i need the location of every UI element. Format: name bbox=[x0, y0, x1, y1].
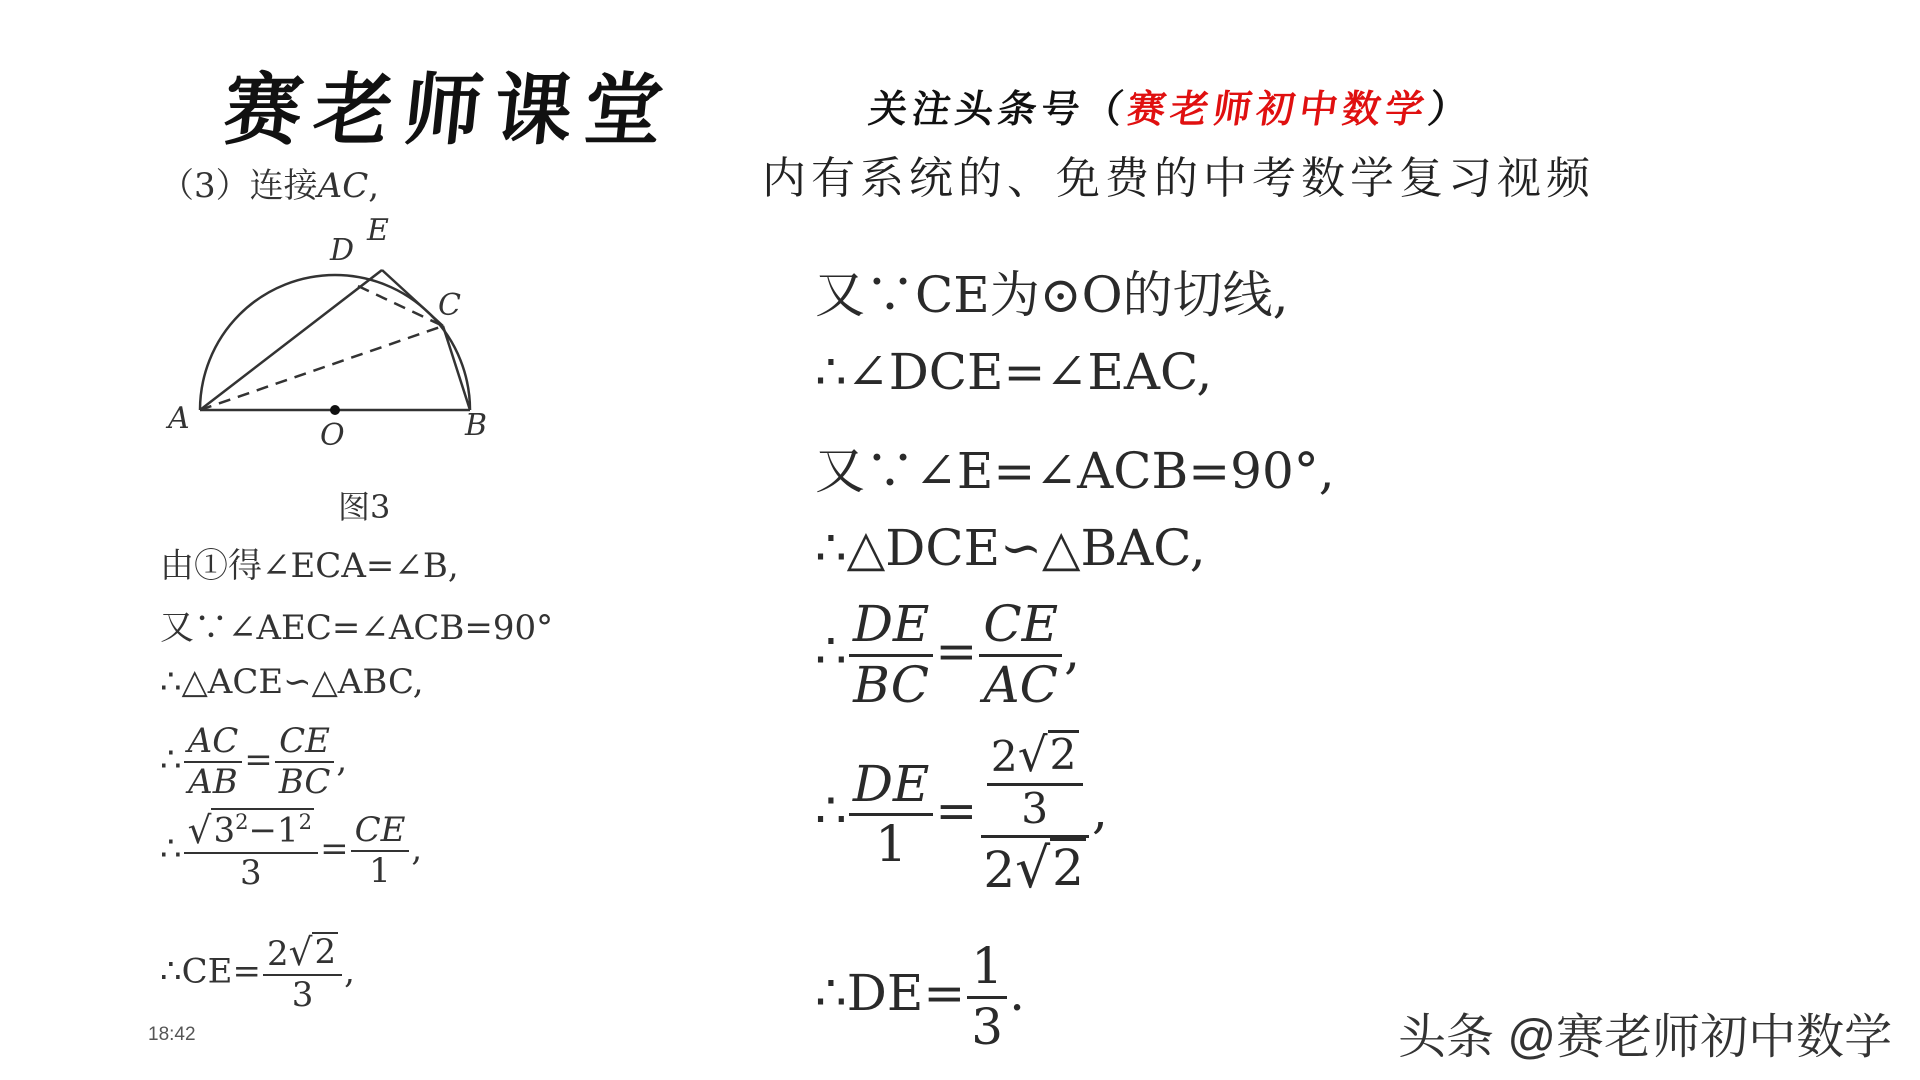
left-line-5-prefix: ∴ bbox=[160, 828, 182, 869]
left-line-4-eq: = bbox=[244, 740, 273, 781]
tagline: 内有系统的、免费的中考数学复习视频 bbox=[762, 153, 1595, 204]
label-o: O bbox=[320, 418, 345, 453]
right-line-4: ∴△DCE∽△BAC, bbox=[815, 519, 1206, 577]
label-d: D bbox=[330, 233, 355, 268]
left-line-5-tail: , bbox=[411, 828, 423, 869]
complex-frac-numerator bbox=[981, 730, 1089, 838]
frac-denominator: 3 bbox=[291, 975, 314, 1016]
frac-denominator: AC bbox=[983, 655, 1058, 714]
timestamp: 18:42 bbox=[148, 1024, 196, 1045]
right-line-1: 又∵CE为⊙O的切线, bbox=[815, 266, 1289, 324]
left-line-4-frac-1 bbox=[184, 722, 243, 802]
brand-title: 赛老师课堂 bbox=[219, 65, 680, 156]
right-line-7 bbox=[815, 938, 1025, 1056]
frac-numerator bbox=[184, 808, 318, 854]
right-line-5-frac-2 bbox=[979, 596, 1062, 714]
coefficient: 2 bbox=[990, 733, 1018, 782]
coefficient: 2 bbox=[266, 933, 289, 974]
sqrt-expression bbox=[288, 929, 338, 974]
label-e: E bbox=[367, 213, 389, 248]
left-line-2: 又∵∠AEC=∠ACB=90° bbox=[160, 608, 554, 648]
exponent: 2 bbox=[235, 809, 249, 834]
right-line-3: 又∵∠E=∠ACB=90°, bbox=[815, 442, 1335, 500]
exponent: 2 bbox=[298, 809, 313, 834]
frac-numerator bbox=[263, 929, 342, 976]
radical-sign: √ bbox=[1015, 835, 1051, 900]
frac-denominator: 3 bbox=[1021, 784, 1049, 834]
follow-notice bbox=[866, 78, 1476, 133]
radicand: 2 bbox=[314, 932, 337, 972]
label-a: A bbox=[168, 401, 190, 436]
right-line-5-prefix: ∴ bbox=[815, 622, 847, 680]
frac-numerator bbox=[987, 730, 1083, 786]
frac-numerator: DE bbox=[849, 756, 934, 817]
right-line-6 bbox=[815, 730, 1108, 899]
frac-denominator: 3 bbox=[240, 853, 262, 894]
left-line-6-prefix: ∴CE= bbox=[160, 951, 261, 992]
frac-numerator: AC bbox=[184, 722, 243, 763]
radicand: 2 bbox=[1052, 838, 1084, 897]
follow-prefix: 关注头条号（ bbox=[866, 86, 1131, 131]
part-label-text: （3）连接 bbox=[160, 166, 318, 206]
right-line-6-frac-1 bbox=[849, 756, 934, 874]
right-line-6-tail: , bbox=[1091, 781, 1108, 840]
frac-denominator: 1 bbox=[875, 815, 908, 874]
right-line-5-tail: , bbox=[1064, 622, 1080, 680]
frac-denominator: 1 bbox=[369, 850, 391, 891]
left-line-4-tail: , bbox=[336, 740, 348, 781]
segment-cb bbox=[443, 326, 470, 410]
center-o-point bbox=[330, 405, 340, 415]
frac-denominator: AB bbox=[188, 762, 238, 803]
part-tail: , bbox=[368, 166, 380, 206]
sqrt-expression bbox=[187, 808, 314, 853]
figure-caption: 图3 bbox=[338, 488, 391, 526]
left-line-6-tail: , bbox=[344, 951, 355, 992]
right-line-7-tail: . bbox=[1009, 964, 1026, 1022]
radicand-minus: −1 bbox=[248, 810, 299, 851]
radical-sign: √ bbox=[288, 929, 313, 974]
left-line-1: 由①得∠ECA=∠B, bbox=[160, 546, 459, 586]
left-line-6 bbox=[160, 929, 355, 1016]
right-line-2: ∴∠DCE=∠EAC, bbox=[815, 343, 1213, 401]
left-line-3: ∴△ACE∽△ABC, bbox=[160, 662, 424, 702]
follow-account: 赛老师初中数学 bbox=[1124, 86, 1432, 131]
radical-sign: √ bbox=[1017, 729, 1048, 783]
radical-sign: √ bbox=[187, 808, 212, 853]
right-line-5 bbox=[815, 596, 1080, 714]
frac-numerator: CE bbox=[979, 596, 1062, 657]
semicircle-arc bbox=[200, 275, 470, 410]
label-c: C bbox=[438, 288, 461, 323]
left-line-5-frac-1 bbox=[184, 808, 318, 894]
frac-numerator: CE bbox=[351, 811, 410, 852]
frac-denominator: BC bbox=[278, 762, 331, 803]
sqrt-expression bbox=[1015, 835, 1086, 900]
segment-ac-dashed bbox=[200, 326, 443, 410]
right-line-5-eq: = bbox=[935, 622, 978, 680]
left-line-5-eq: = bbox=[320, 828, 349, 869]
right-line-6-eq: = bbox=[935, 781, 978, 840]
left-line-4-prefix: ∴ bbox=[160, 740, 182, 781]
right-line-7-prefix: ∴DE= bbox=[815, 964, 966, 1022]
radicand bbox=[211, 808, 314, 850]
left-line-4-frac-2 bbox=[275, 722, 335, 802]
left-line-5-frac-2 bbox=[351, 811, 410, 891]
right-line-6-complex-frac bbox=[979, 730, 1090, 899]
geometry-figure bbox=[160, 210, 500, 460]
sqrt-expression bbox=[1017, 729, 1079, 783]
radicand: 2 bbox=[1049, 731, 1077, 780]
right-line-7-frac bbox=[967, 938, 1007, 1056]
frac-numerator: 1 bbox=[967, 938, 1007, 999]
right-line-6-prefix: ∴ bbox=[815, 781, 847, 840]
radicand-base: 3 bbox=[213, 810, 236, 851]
left-line-5 bbox=[160, 808, 422, 894]
label-b: B bbox=[465, 408, 488, 443]
segment-ae bbox=[200, 270, 382, 410]
follow-suffix: ） bbox=[1425, 86, 1475, 131]
left-line-4 bbox=[160, 722, 347, 802]
frac-denominator: BC bbox=[853, 655, 930, 714]
frac-numerator: DE bbox=[849, 596, 934, 657]
part-segment: AC bbox=[317, 166, 369, 206]
frac-numerator: CE bbox=[275, 722, 334, 763]
inner-frac bbox=[987, 730, 1083, 835]
coefficient: 2 bbox=[983, 840, 1016, 899]
complex-frac-denominator bbox=[979, 835, 1090, 900]
right-line-5-frac-1 bbox=[849, 596, 934, 714]
watermark: 头条 @赛老师初中数学 bbox=[1398, 1011, 1893, 1064]
segment-ec bbox=[382, 270, 443, 326]
left-line-6-frac bbox=[263, 929, 342, 1016]
frac-denominator: 3 bbox=[971, 997, 1004, 1056]
part-label bbox=[160, 158, 379, 207]
